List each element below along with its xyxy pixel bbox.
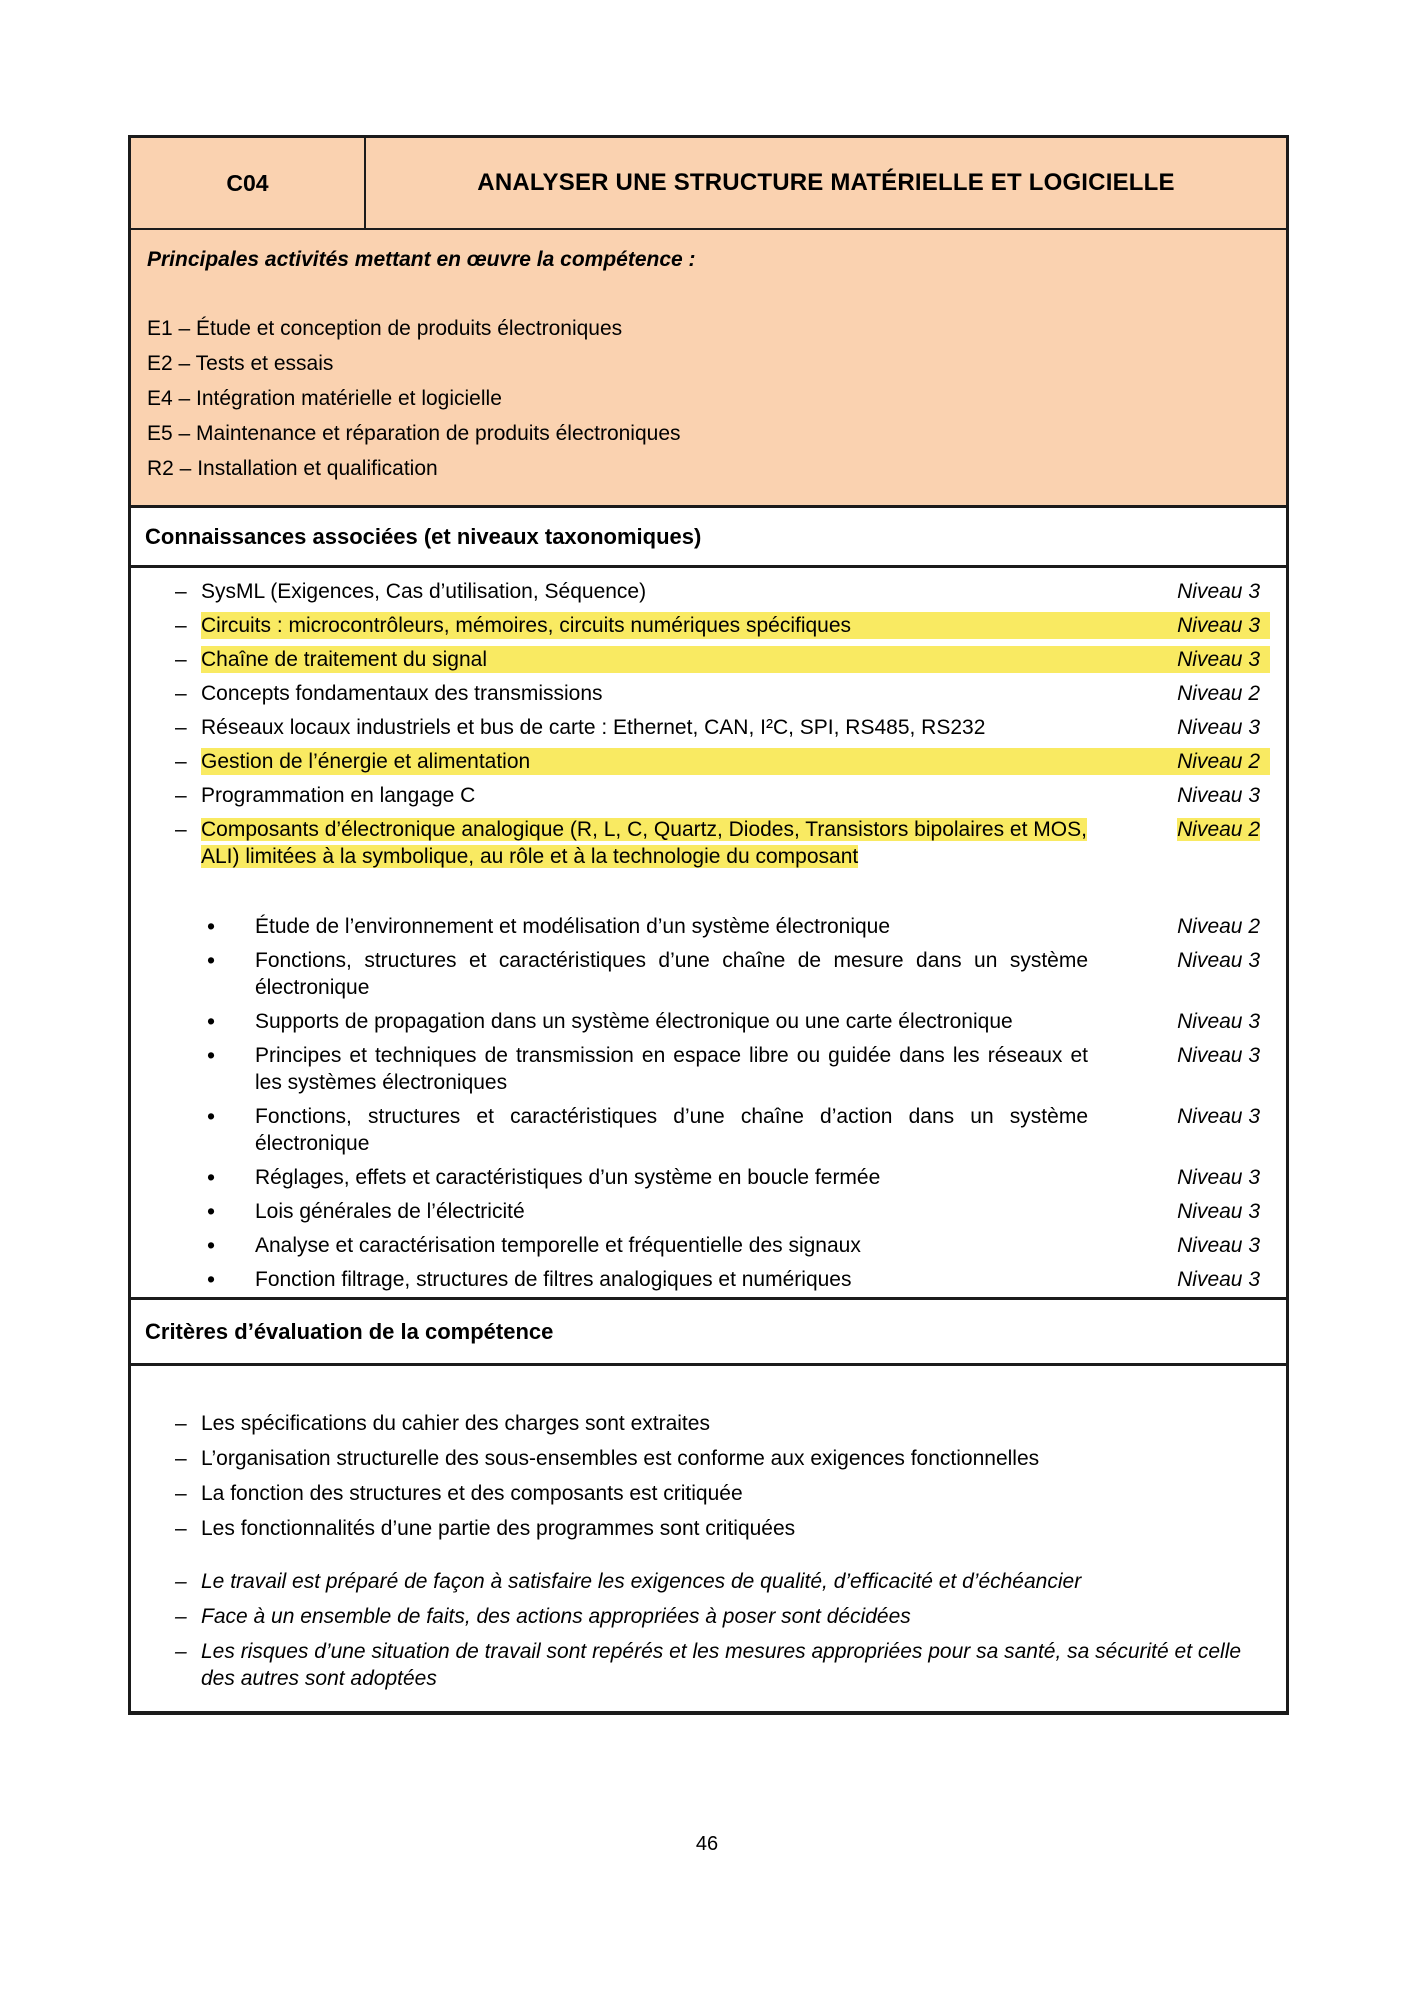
knowledge-item-level: [1102, 816, 1270, 843]
knowledge-item-level: [1102, 782, 1270, 809]
dash-marker: –: [175, 1640, 187, 1663]
criteria-item: [131, 1480, 1286, 1507]
activity-item: E2 – Tests et essais: [147, 352, 334, 375]
activity-item: E1 – Étude et conception de produits électroniques: [147, 317, 623, 340]
knowledge-item-text: [201, 748, 1102, 775]
criteria-item: [131, 1568, 1286, 1595]
bullet-marker: •: [207, 1164, 216, 1190]
dash-marker: –: [175, 1482, 187, 1505]
criteria-item-text: Les spécifications du cahier des charges sont extraites: [201, 1412, 710, 1435]
dash-marker: –: [175, 1605, 187, 1628]
criteria-item-text: La fonction des structures et des composants est critiquée: [201, 1482, 743, 1505]
criteria-section-header: [131, 1300, 1286, 1366]
bullet-item-text: Lois générales de l’électricité: [255, 1200, 525, 1223]
criteria-section-title: Critères d’évaluation de la compétence: [145, 1318, 554, 1344]
activities-list: [147, 315, 1268, 482]
bullet-marker: •: [207, 913, 216, 939]
knowledge-item-content: [201, 816, 1270, 870]
knowledge-item: [131, 816, 1286, 870]
knowledge-item-level-inner: Niveau 2: [1177, 818, 1260, 841]
criteria-item-text: Les fonctionnalités d’une partie des programmes sont critiquées: [201, 1517, 796, 1540]
knowledge-item-text-inner: Réseaux locaux industriels et bus de carte : Ethernet, CAN, I²C, SPI, RS485, RS232: [201, 716, 986, 739]
bullet-item-text: Étude de l’environnement et modélisation d’un système électronique: [255, 915, 891, 938]
knowledge-item: [131, 714, 1286, 741]
criteria-item: [131, 1638, 1286, 1692]
knowledge-item-level: [1102, 646, 1270, 673]
knowledge-item: [131, 680, 1286, 707]
dash-marker: –: [175, 1412, 187, 1435]
list-gap: [131, 877, 1286, 913]
bullet-item-text: Fonctions, structures et caractéristiques d’une chaîne d’action dans un système électronique: [255, 1105, 1088, 1155]
bullet-marker: •: [207, 1266, 216, 1292]
knowledge-item-text: [201, 646, 1102, 673]
knowledge-item-content: [201, 578, 1270, 605]
knowledge-bullet-item: [131, 1008, 1270, 1035]
knowledge-item-content: [201, 748, 1270, 775]
knowledge-bullet-item: [131, 913, 1270, 940]
competency-table: [128, 135, 1289, 1715]
bullet-item-level: Niveau 3: [1177, 1105, 1260, 1128]
knowledge-bullet-item: [131, 1266, 1270, 1293]
criteria-list: [131, 1410, 1286, 1542]
criteria-italic-list: [131, 1568, 1286, 1692]
knowledge-item-text: [201, 782, 1102, 809]
bullet-item-text: Supports de propagation dans un système électronique ou une carte électronique: [255, 1010, 1013, 1033]
knowledge-item-text-inner: Chaîne de traitement du signal: [201, 648, 488, 671]
knowledge-item-level: [1102, 578, 1270, 605]
knowledge-item-level-inner: Niveau 3: [1177, 580, 1260, 603]
knowledge-section-header: [131, 508, 1286, 568]
bullet-item-level: Niveau 3: [1177, 949, 1260, 972]
dash-marker: –: [175, 1447, 187, 1470]
knowledge-section: [131, 568, 1286, 1300]
bullet-item-text: Fonctions, structures et caractéristiques d’une chaîne de mesure dans un système électronique: [255, 949, 1088, 999]
knowledge-bullet-item: [131, 1232, 1270, 1259]
criteria-item-text: Les risques d’une situation de travail sont repérés et les mesures appropriées pour sa santé, sa sécurité et celle des autres sont adoptées: [201, 1640, 1242, 1690]
activity-item: E5 – Maintenance et réparation de produits électroniques: [147, 422, 681, 445]
knowledge-item-content: [201, 714, 1270, 741]
criteria-item-text: Face à un ensemble de faits, des actions appropriées à poser sont décidées: [201, 1605, 911, 1628]
knowledge-item-content: [201, 646, 1270, 673]
dash-marker: –: [175, 818, 187, 841]
knowledge-item-text-inner: Concepts fondamentaux des transmissions: [201, 682, 603, 705]
competency-code: C04: [131, 138, 366, 228]
knowledge-item: [131, 646, 1286, 673]
knowledge-item-text-inner: Gestion de l’énergie et alimentation: [201, 750, 531, 773]
knowledge-item-content: [201, 680, 1270, 707]
knowledge-bullet-item: [131, 1042, 1270, 1096]
dash-marker: –: [175, 648, 187, 671]
activities-section: [131, 230, 1286, 508]
bullet-marker: •: [207, 947, 216, 973]
knowledge-item-content: [201, 612, 1270, 639]
table-header-row: [131, 138, 1286, 230]
dash-marker: –: [175, 614, 187, 637]
knowledge-dash-list: [131, 578, 1286, 870]
knowledge-section-title: Connaissances associées (et niveaux taxonomiques): [145, 523, 702, 549]
knowledge-item-text-inner: Circuits : microcontrôleurs, mémoires, circuits numériques spécifiques: [201, 614, 852, 637]
knowledge-item: [131, 782, 1286, 809]
knowledge-item-level: [1102, 612, 1270, 639]
knowledge-item-level-inner: Niveau 3: [1177, 614, 1260, 637]
bullet-item-text: Analyse et caractérisation temporelle et fréquentielle des signaux: [255, 1234, 861, 1257]
bullet-item-text: Fonction filtrage, structures de filtres analogiques et numériques: [255, 1268, 852, 1291]
knowledge-item-content: [201, 782, 1270, 809]
dash-marker: –: [175, 580, 187, 603]
knowledge-item-text-inner: Programmation en langage C: [201, 784, 476, 807]
knowledge-item-text: [201, 680, 1102, 707]
knowledge-item-level-inner: Niveau 2: [1177, 682, 1260, 705]
criteria-item-text: L’organisation structurelle des sous-ensembles est conforme aux exigences fonctionnelles: [201, 1447, 1040, 1470]
bullet-item-level: Niveau 2: [1177, 915, 1260, 938]
dash-marker: –: [175, 1517, 187, 1540]
criteria-item: [131, 1603, 1286, 1630]
bullet-item-level: Niveau 3: [1177, 1200, 1260, 1223]
bullet-item-text: Principes et techniques de transmission en espace libre ou guidée dans les réseaux et les systèmes électroniques: [255, 1044, 1088, 1094]
bullet-item-text: Réglages, effets et caractéristiques d’un système en boucle fermée: [255, 1166, 881, 1189]
dash-marker: –: [175, 784, 187, 807]
knowledge-item: [131, 748, 1286, 775]
dash-marker: –: [175, 750, 187, 773]
knowledge-item-level-inner: Niveau 3: [1177, 784, 1260, 807]
knowledge-item-text: [201, 578, 1102, 605]
dash-marker: –: [175, 1570, 187, 1593]
knowledge-item-text: [201, 816, 1102, 870]
dash-marker: –: [175, 682, 187, 705]
page-number: 46: [695, 1833, 719, 1855]
bullet-marker: •: [207, 1042, 216, 1068]
knowledge-bullet-item: [131, 1103, 1270, 1157]
criteria-item: [131, 1410, 1286, 1437]
knowledge-bullet-list: [131, 913, 1286, 1293]
knowledge-item-level-inner: Niveau 2: [1177, 750, 1260, 773]
knowledge-item-text-inner: SysML (Exigences, Cas d’utilisation, Séquence): [201, 580, 647, 603]
bullet-item-level: Niveau 3: [1177, 1234, 1260, 1257]
criteria-item: [131, 1515, 1286, 1542]
knowledge-item-level-inner: Niveau 3: [1177, 716, 1260, 739]
knowledge-item-level-inner: Niveau 3: [1177, 648, 1260, 671]
knowledge-bullet-item: [131, 1164, 1270, 1191]
bullet-item-level: Niveau 3: [1177, 1166, 1260, 1189]
knowledge-bullet-item: [131, 947, 1270, 1001]
knowledge-item-text-inner: Composants d’électronique analogique (R, L, C, Quartz, Diodes, Transistors bipolaires et MOS, ALI) limitées à la symbolique, au rôle et à la technologie du composant: [201, 818, 1087, 868]
knowledge-item-level: [1102, 748, 1270, 775]
knowledge-bullet-item: [131, 1198, 1270, 1225]
competency-title: ANALYSER UNE STRUCTURE MATÉRIELLE ET LOGICIELLE: [477, 169, 1175, 196]
bullet-item-level: Niveau 3: [1177, 1010, 1260, 1033]
knowledge-item: [131, 578, 1286, 605]
bullet-marker: •: [207, 1008, 216, 1034]
knowledge-item-level: [1102, 714, 1270, 741]
criteria-section: [131, 1366, 1286, 1711]
bullet-marker: •: [207, 1232, 216, 1258]
bullet-item-level: Niveau 3: [1177, 1268, 1260, 1291]
bullet-marker: •: [207, 1198, 216, 1224]
criteria-item: [131, 1445, 1286, 1472]
criteria-item-text: Le travail est préparé de façon à satisfaire les exigences de qualité, d’efficacité et d’échéancier: [201, 1570, 1082, 1593]
bullet-marker: •: [207, 1103, 216, 1129]
dash-marker: –: [175, 716, 187, 739]
knowledge-item-level: [1102, 680, 1270, 707]
knowledge-item: [131, 612, 1286, 639]
knowledge-item-text: [201, 612, 1102, 639]
bullet-item-level: Niveau 3: [1177, 1044, 1260, 1067]
activity-item: R2 – Installation et qualification: [147, 457, 438, 480]
knowledge-item-text: [201, 714, 1102, 741]
activities-intro: Principales activités mettant en œuvre la compétence :: [147, 248, 696, 271]
activity-item: E4 – Intégration matérielle et logicielle: [147, 387, 502, 410]
